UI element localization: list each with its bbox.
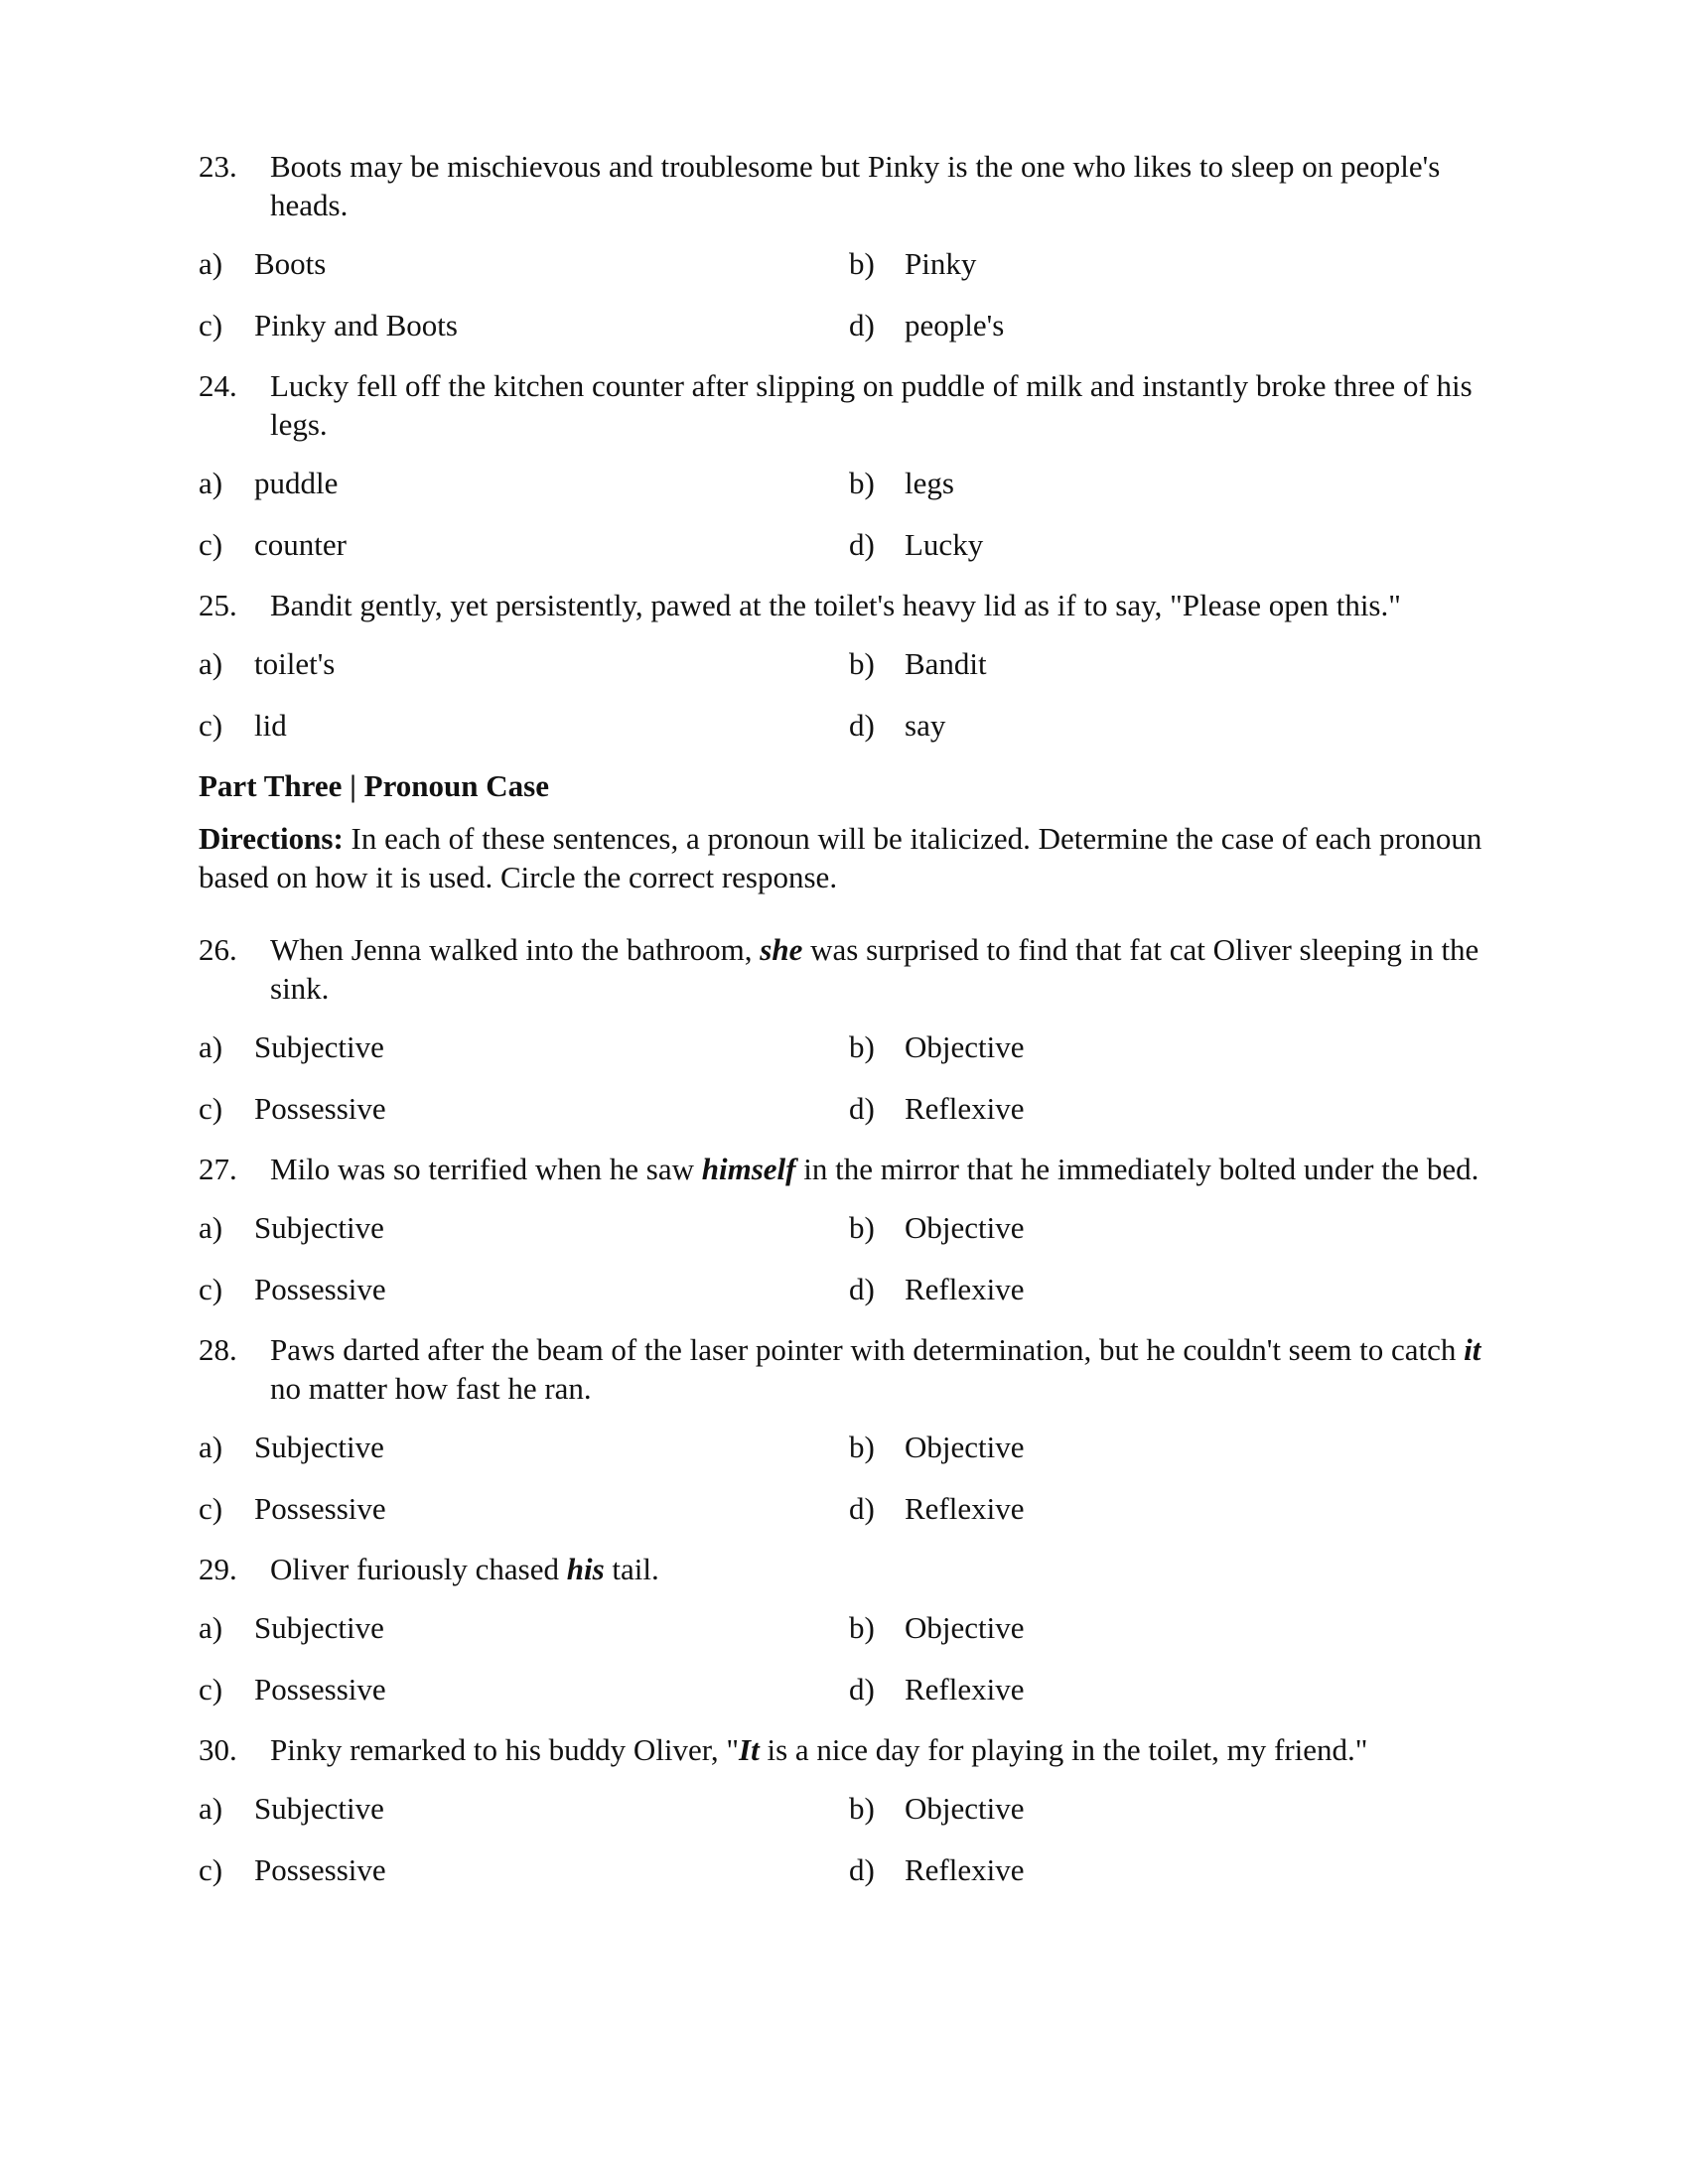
question-text: Bandit gently, yet persistently, pawed at the toilet's heavy lid as if to say, "Please open this." (270, 588, 1401, 622)
option-c[interactable] (199, 705, 849, 746)
italic-pronoun: it (1464, 1332, 1481, 1367)
option-subjective[interactable] (199, 1427, 849, 1467)
answer-options (199, 1788, 1499, 1890)
option-text: Reflexive (905, 1272, 1025, 1306)
option-text: legs (905, 466, 954, 500)
question-number: 29. (199, 1552, 237, 1586)
option-text: toilet's (254, 646, 336, 681)
directions-text: In each of these sentences, a pronoun will be italicized. Determine the case of each pronoun based on how it is used. Circle the correct response. (199, 821, 1482, 894)
option-objective[interactable] (849, 1607, 1499, 1648)
option-text: Objective (905, 1430, 1025, 1464)
question-23 (199, 147, 1499, 345)
option-letter: a) (199, 1029, 223, 1064)
option-text: Lucky (905, 527, 984, 562)
option-letter: b) (849, 466, 875, 500)
question-26 (199, 930, 1499, 1129)
option-letter: a) (199, 646, 223, 681)
option-text: Pinky and Boots (254, 308, 458, 342)
option-letter: b) (849, 246, 875, 281)
option-letter: d) (849, 708, 875, 743)
text-after: tail. (604, 1552, 659, 1586)
option-text: Possessive (254, 1091, 386, 1126)
option-possessive[interactable] (199, 1849, 849, 1890)
option-text: Possessive (254, 1672, 386, 1706)
option-text: lid (254, 708, 287, 743)
option-letter: a) (199, 246, 223, 281)
option-objective[interactable] (849, 1026, 1499, 1067)
question-text (270, 1152, 1478, 1186)
question-text (270, 932, 1478, 1006)
option-letter: d) (849, 1091, 875, 1126)
option-a[interactable] (199, 643, 849, 684)
option-letter: d) (849, 308, 875, 342)
option-letter: d) (849, 1491, 875, 1526)
option-text: Pinky (905, 246, 977, 281)
option-text: Possessive (254, 1852, 386, 1887)
option-subjective[interactable] (199, 1788, 849, 1829)
option-text: Reflexive (905, 1091, 1025, 1126)
option-a[interactable] (199, 463, 849, 503)
question-number: 28. (199, 1332, 237, 1367)
question-text (270, 1552, 659, 1586)
text-before: Oliver furiously chased (270, 1552, 567, 1586)
option-letter: c) (199, 1491, 223, 1526)
question-29 (199, 1550, 1499, 1709)
question-number: 30. (199, 1732, 237, 1767)
option-subjective[interactable] (199, 1026, 849, 1067)
option-letter: c) (199, 1672, 223, 1706)
option-text: Subjective (254, 1430, 384, 1464)
answer-options (199, 463, 1499, 565)
option-text: Objective (905, 1210, 1025, 1245)
option-b[interactable] (849, 243, 1499, 284)
italic-pronoun: himself (701, 1152, 796, 1186)
question-text (270, 1732, 1367, 1767)
option-b[interactable] (849, 463, 1499, 503)
question-30 (199, 1730, 1499, 1890)
option-letter: a) (199, 466, 223, 500)
option-letter: a) (199, 1210, 223, 1245)
question-text: Boots may be mischievous and troublesome but Pinky is the one who likes to sleep on people's heads. (270, 149, 1441, 222)
option-letter: b) (849, 646, 875, 681)
worksheet-page (199, 147, 1499, 1911)
option-c[interactable] (199, 305, 849, 345)
question-number: 24. (199, 368, 237, 403)
option-letter: c) (199, 1852, 223, 1887)
option-text: Objective (905, 1029, 1025, 1064)
question-number: 23. (199, 149, 237, 184)
text-before: Pinky remarked to his buddy Oliver, " (270, 1732, 740, 1767)
option-reflexive[interactable] (849, 1849, 1499, 1890)
answer-options (199, 1607, 1499, 1709)
option-text: Subjective (254, 1210, 384, 1245)
text-after: was surprised to find that fat cat Oliver sleeping in the sink. (270, 932, 1479, 1006)
question-28 (199, 1330, 1499, 1529)
option-reflexive[interactable] (849, 1269, 1499, 1309)
option-reflexive[interactable] (849, 1669, 1499, 1709)
option-letter: b) (849, 1029, 875, 1064)
text-before: When Jenna walked into the bathroom, (270, 932, 761, 967)
option-objective[interactable] (849, 1427, 1499, 1467)
option-subjective[interactable] (199, 1607, 849, 1648)
option-c[interactable] (199, 524, 849, 565)
option-text: Bandit (905, 646, 987, 681)
option-text: Possessive (254, 1491, 386, 1526)
text-before: Paws darted after the beam of the laser pointer with determination, but he couldn't seem to catch (270, 1332, 1465, 1367)
option-text: Subjective (254, 1610, 384, 1645)
option-reflexive[interactable] (849, 1488, 1499, 1529)
directions (199, 819, 1499, 896)
option-letter: d) (849, 1852, 875, 1887)
option-text: Possessive (254, 1272, 386, 1306)
italic-pronoun: It (739, 1732, 760, 1767)
option-text: people's (905, 308, 1005, 342)
option-subjective[interactable] (199, 1207, 849, 1248)
question-text: Lucky fell off the kitchen counter after slipping on puddle of milk and instantly broke three of his legs. (270, 368, 1473, 442)
option-text: say (905, 708, 946, 743)
option-letter: b) (849, 1610, 875, 1645)
option-d[interactable] (849, 524, 1499, 565)
option-text: puddle (254, 466, 339, 500)
option-possessive[interactable] (199, 1088, 849, 1129)
question-24 (199, 366, 1499, 565)
question-number: 26. (199, 932, 237, 967)
option-letter: c) (199, 1272, 223, 1306)
question-25 (199, 586, 1499, 746)
option-text: Boots (254, 246, 327, 281)
text-after: no matter how fast he ran. (270, 1371, 592, 1406)
option-letter: d) (849, 1672, 875, 1706)
option-text: Subjective (254, 1029, 384, 1064)
option-letter: b) (849, 1791, 875, 1826)
option-text: Subjective (254, 1791, 384, 1826)
text-after: is a nice day for playing in the toilet, my friend." (759, 1732, 1368, 1767)
option-b[interactable] (849, 643, 1499, 684)
option-text: Reflexive (905, 1852, 1025, 1887)
text-before: Milo was so terrified when he saw (270, 1152, 702, 1186)
question-27 (199, 1150, 1499, 1309)
option-possessive[interactable] (199, 1669, 849, 1709)
answer-options (199, 1026, 1499, 1129)
option-text: counter (254, 527, 347, 562)
answer-options (199, 1207, 1499, 1309)
option-letter: b) (849, 1430, 875, 1464)
option-letter: c) (199, 308, 223, 342)
answer-options (199, 243, 1499, 345)
option-letter: a) (199, 1610, 223, 1645)
italic-pronoun: she (760, 932, 803, 967)
directions-label: Directions: (199, 821, 344, 856)
question-number: 25. (199, 588, 237, 622)
option-objective[interactable] (849, 1207, 1499, 1248)
answer-options (199, 643, 1499, 746)
option-text: Reflexive (905, 1491, 1025, 1526)
option-letter: a) (199, 1791, 223, 1826)
option-a[interactable] (199, 243, 849, 284)
question-text (270, 1332, 1480, 1406)
option-text: Objective (905, 1610, 1025, 1645)
option-possessive[interactable] (199, 1269, 849, 1309)
text-after: in the mirror that he immediately bolted under the bed. (795, 1152, 1479, 1186)
option-d[interactable] (849, 705, 1499, 746)
option-d[interactable] (849, 305, 1499, 345)
answer-options (199, 1427, 1499, 1529)
option-text: Objective (905, 1791, 1025, 1826)
option-letter: b) (849, 1210, 875, 1245)
option-letter: a) (199, 1430, 223, 1464)
option-reflexive[interactable] (849, 1088, 1499, 1129)
option-letter: c) (199, 1091, 223, 1126)
option-letter: d) (849, 527, 875, 562)
option-letter: c) (199, 527, 223, 562)
italic-pronoun: his (566, 1552, 605, 1586)
section-title: Part Three | Pronoun Case (199, 768, 549, 803)
option-possessive[interactable] (199, 1488, 849, 1529)
option-text: Reflexive (905, 1672, 1025, 1706)
option-objective[interactable] (849, 1788, 1499, 1829)
question-number: 27. (199, 1152, 237, 1186)
option-letter: d) (849, 1272, 875, 1306)
option-letter: c) (199, 708, 223, 743)
